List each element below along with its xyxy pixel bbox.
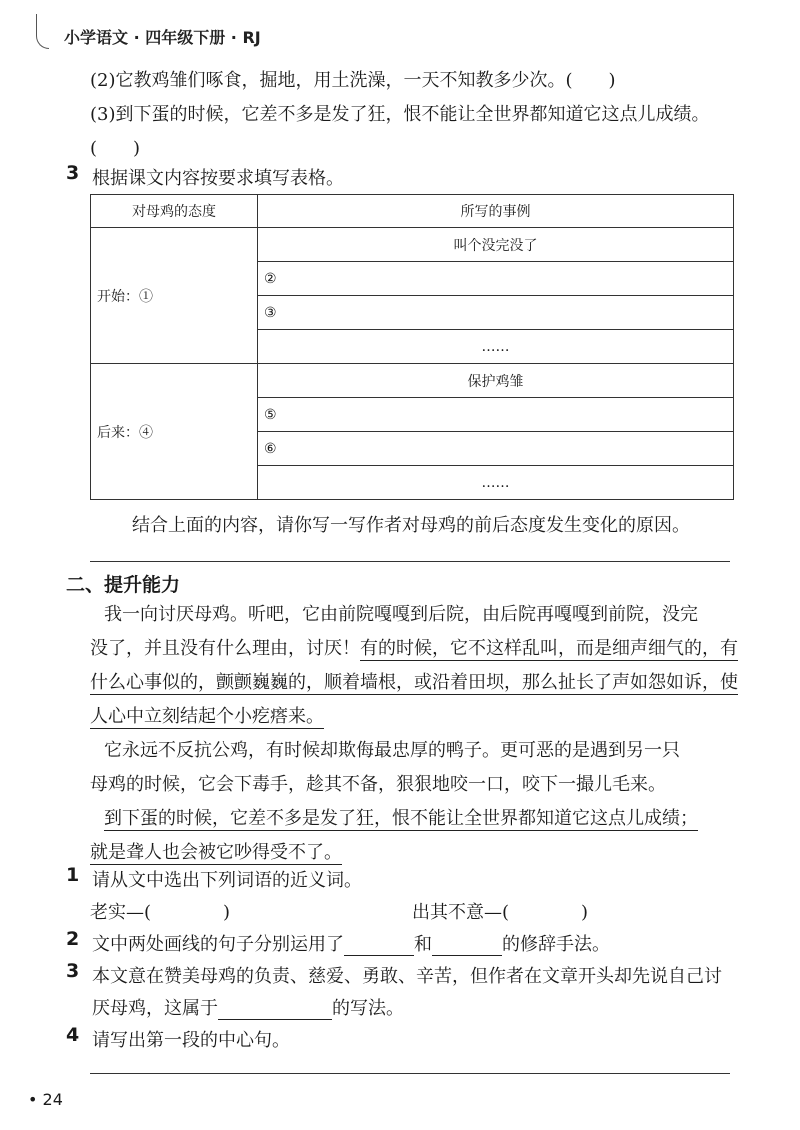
running-header: 小学语文 · 四年级下册 · RJ — [64, 28, 261, 47]
question-line-3: (3)到下蛋的时候，它差不多是发了狂，恨不能让全世界都知道它这点儿成绩。 — [90, 104, 710, 125]
table-header-examples: 所写的事例 — [258, 195, 734, 228]
question-line-2: (2)它教鸡雏们啄食，掘地，用土洗澡，一天不知教多少次。( ) — [90, 70, 616, 91]
table-cell: …… — [258, 466, 734, 500]
table-cell: 叫个没完没了 — [258, 228, 734, 262]
question-number: 3 — [66, 960, 80, 982]
passage-line — [90, 666, 738, 700]
attitude-table — [90, 194, 734, 500]
table-row — [91, 364, 734, 398]
passage-line — [90, 632, 738, 666]
question-line-3-blank: ( ) — [90, 138, 141, 159]
passage-line — [90, 700, 735, 734]
table-row — [91, 228, 734, 262]
table-cell: ⑤ — [258, 398, 734, 432]
table-header-attitude: 对母鸡的态度 — [91, 195, 258, 228]
corner-decoration — [36, 14, 49, 49]
passage-line: 它永远不反抗公鸡，有时候却欺侮最忠厚的鸭子。更可恶的是遇到另一只 — [104, 740, 680, 761]
synonym-blank-1[interactable]: 老实—( ) — [90, 902, 231, 923]
answer-blank[interactable] — [344, 937, 414, 956]
passage-line: 母鸡的时候，它会下毒手，趁其不备，狠狠地咬一口，咬下一撮儿毛来。 — [90, 774, 666, 795]
table-cell-later: 后来：④ — [91, 364, 258, 500]
table-cell-start: 开始：① — [91, 228, 258, 364]
question-number: 4 — [66, 1024, 80, 1046]
answer-line[interactable] — [90, 1073, 730, 1074]
table-cell: 保护鸡雏 — [258, 364, 734, 398]
question-text: 根据课文内容按要求填写表格。 — [92, 168, 344, 189]
question-text-part: 文中两处画线的句子分别运用了 — [92, 934, 344, 955]
table-cell: ③ — [258, 296, 734, 330]
answer-blank[interactable] — [432, 937, 502, 956]
table-cell: ② — [258, 262, 734, 296]
reason-prompt: 结合上面的内容，请你写一写作者对母鸡的前后态度发生变化的原因。 — [132, 515, 690, 536]
passage — [90, 598, 738, 870]
underlined-sentence: 到下蛋的时候，它差不多是发了狂，恨不能让全世界都知道它这点儿成绩； — [104, 808, 698, 829]
page-number: • 24 — [28, 1090, 63, 1109]
question-text — [92, 930, 610, 956]
synonym-blank-2[interactable]: 出其不意—( ) — [412, 902, 589, 923]
answer-blank[interactable] — [218, 1001, 332, 1020]
underlined-sentence: 什么心事似的，颤颤巍巍的，顺着墙根，或沿着田坝，那么扯长了声如怨如诉，使 — [90, 672, 738, 693]
section-title: 二、提升能力 — [66, 574, 181, 596]
passage-line — [90, 836, 735, 870]
question-text-part: 和 — [414, 934, 432, 955]
question-number: 3 — [66, 162, 80, 184]
underlined-sentence: 就是聋人也会被它吵得受不了。 — [90, 842, 342, 863]
question-text-part: 的写法。 — [332, 998, 404, 1019]
passage-line: 我一向讨厌母鸡。听吧，它由前院嘎嘎到后院，由后院再嘎嘎到前院，没完 — [104, 604, 698, 625]
underlined-sentence: 人心中立刻结起个小疙瘩来。 — [90, 706, 324, 727]
table-header-row — [91, 195, 734, 228]
passage-line — [90, 802, 735, 836]
question-text: 请写出第一段的中心句。 — [92, 1030, 290, 1051]
question-text: 请从文中选出下列词语的近义词。 — [92, 870, 362, 891]
table-cell: …… — [258, 330, 734, 364]
answer-line[interactable] — [90, 561, 730, 562]
question-text-part: 的修辞手法。 — [502, 934, 610, 955]
passage-text: 没了，并且没有什么理由，讨厌！ — [90, 638, 360, 659]
question-number: 2 — [66, 928, 80, 950]
question-number: 1 — [66, 864, 80, 886]
table-cell: ⑥ — [258, 432, 734, 466]
question-text — [92, 994, 404, 1020]
question-text: 本文意在赞美母鸡的负责、慈爱、勇敢、辛苦，但作者在文章开头却先说自己讨 — [92, 966, 722, 987]
question-text-part: 厌母鸡，这属于 — [92, 998, 218, 1019]
underlined-sentence: 有的时候，它不这样乱叫，而是细声细气的，有 — [360, 638, 738, 659]
